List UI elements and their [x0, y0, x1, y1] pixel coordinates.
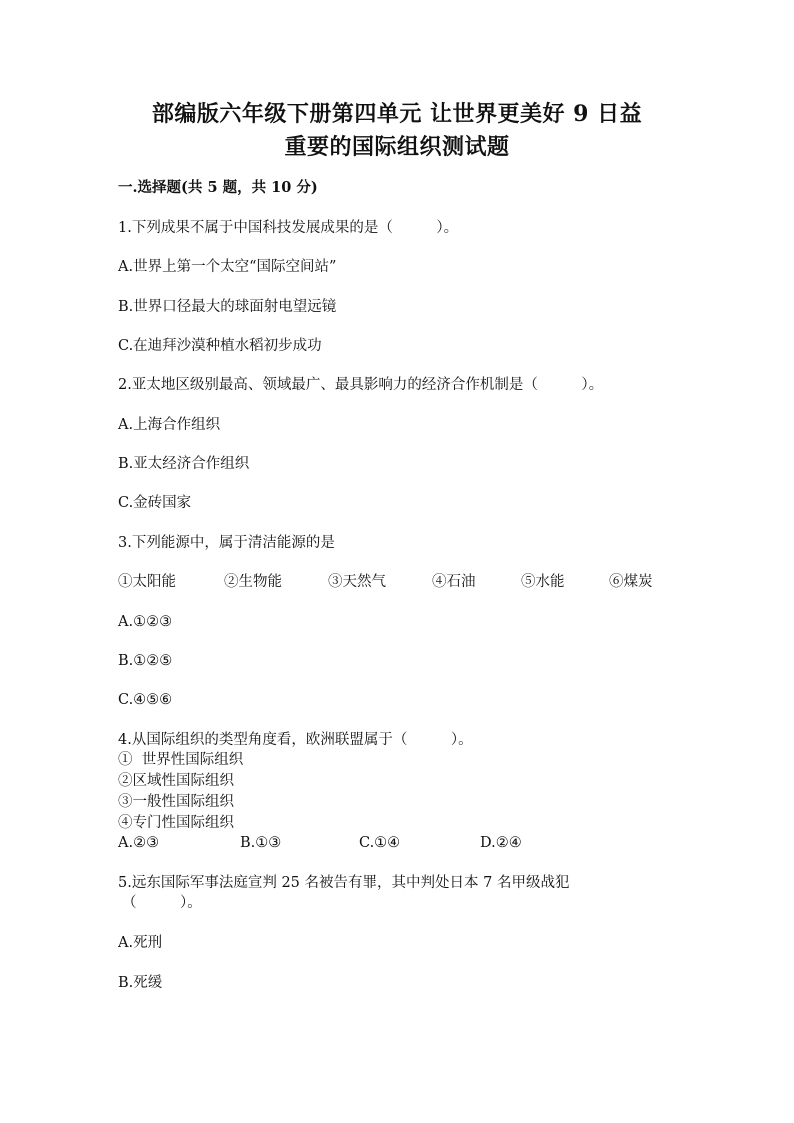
question-5-stem: 5.远东国际军事法庭宣判 25 名被告有罪，其中判处日本 7 名甲级战犯	[118, 875, 570, 891]
question-1-option-b: B.世界口径最大的球面射电望远镜	[118, 299, 337, 315]
question-3-option-c: C.④⑤⑥	[118, 692, 173, 708]
question-1-stem: 1.下列成果不属于中国科技发展成果的是（ ）。	[118, 220, 459, 236]
question-3-stem: 3.下列能源中，属于清洁能源的是	[118, 535, 335, 551]
question-4-option-b: B.①③	[240, 835, 282, 851]
question-3-item-3: ③天然气	[328, 574, 386, 590]
question-2-option-a: A.上海合作组织	[118, 417, 221, 433]
question-1-option-a: A.世界上第一个太空“国际空间站”	[118, 259, 337, 275]
question-3-item-1: ①太阳能	[118, 574, 176, 590]
page-title-line-2: 重要的国际组织测试题	[284, 134, 510, 160]
question-3-item-2: ②生物能	[224, 574, 282, 590]
question-5-stem-continued: （ ）。	[122, 895, 202, 911]
question-5-option-a: A.死刑	[118, 935, 163, 951]
question-5-option-b: B.死缓	[118, 975, 163, 991]
question-2-option-b: B.亚太经济合作组织	[118, 456, 250, 472]
question-3-item-5: ⑤水能	[521, 574, 565, 590]
question-2-option-c: C.金砖国家	[118, 495, 192, 511]
question-3-option-b: B.①②⑤	[118, 653, 173, 669]
question-4-item-3: ③一般性国际组织	[118, 794, 234, 810]
question-3-item-4: ④石油	[432, 574, 476, 590]
question-4-option-d: D.②④	[480, 835, 522, 851]
question-4-option-a: A.②③	[118, 835, 160, 851]
question-2-stem: 2.亚太地区级别最高、领域最广、最具影响力的经济合作机制是（ ）。	[118, 377, 604, 393]
question-3-option-a: A.①②③	[118, 614, 173, 630]
question-4-item-1: ① 世界性国际组织	[118, 752, 244, 768]
page-title-line-1: 部编版六年级下册第四单元 让世界更美好 9 日益	[151, 101, 643, 127]
question-4-stem: 4.从国际组织的类型角度看，欧洲联盟属于（ ）。	[118, 732, 473, 748]
question-4-item-4: ④专门性国际组织	[118, 815, 234, 831]
question-3-item-6: ⑥煤炭	[609, 574, 653, 590]
section-heading: 一.选择题(共 5 题，共 10 分)	[118, 179, 318, 196]
question-4-option-c: C.①④	[359, 835, 401, 851]
question-1-option-c: C.在迪拜沙漠种植水稻初步成功	[118, 338, 322, 354]
question-4-item-2: ②区域性国际组织	[118, 773, 234, 789]
